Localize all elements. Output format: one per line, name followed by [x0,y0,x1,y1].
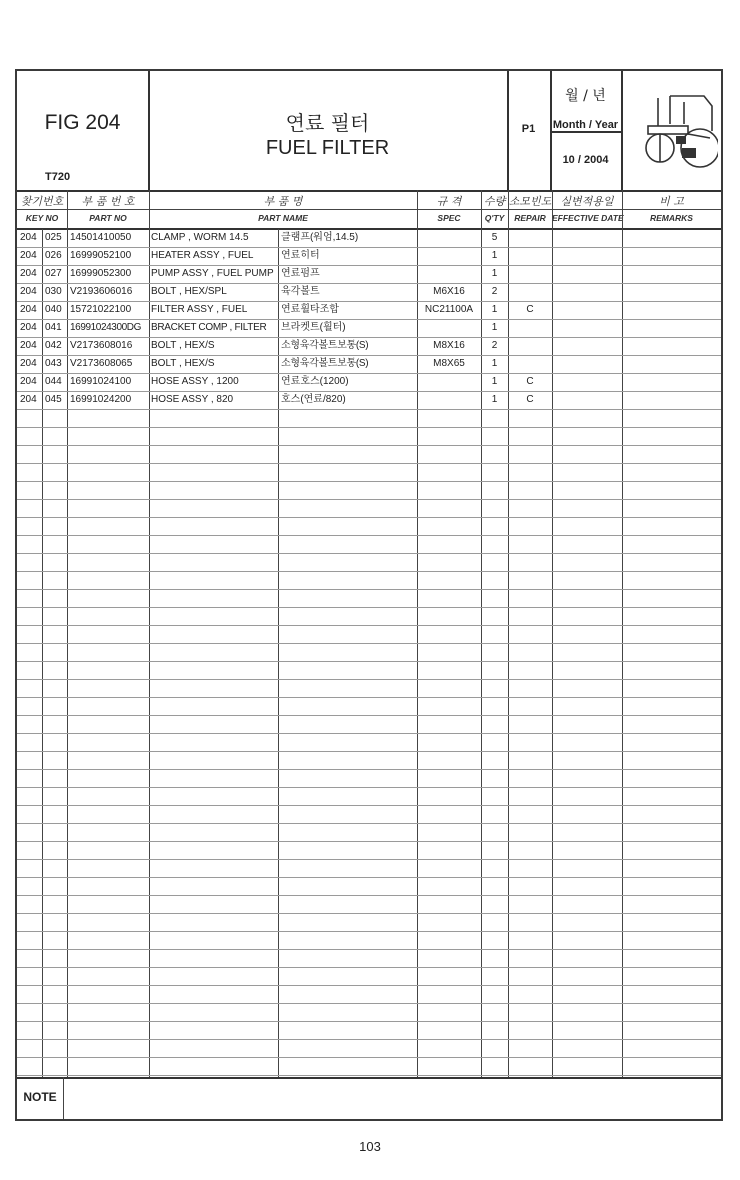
col-repair-eng: REPAIR [514,213,546,223]
row-name-kr: 호스(연료/820) [281,394,346,405]
row-rule [17,1021,721,1022]
row-name-en: HEATER ASSY , FUEL [151,250,254,261]
row-key2: 044 [45,376,62,387]
row-part-no: V2193606016 [70,286,133,297]
col-spec-kor: 규 격 [436,195,462,208]
month-year-label: Month / Year [552,119,619,131]
note-divider [63,1077,64,1119]
row-key1: 204 [20,286,37,297]
row-name-en: CLAMP , WORM 14.5 [151,232,249,243]
row-rule [17,985,721,986]
row-name-kr: 연료휠타조합 [281,304,339,315]
row-key2: 040 [45,304,62,315]
row-rule [17,895,721,896]
row-spec: M8X65 [433,358,465,369]
row-key1: 204 [20,268,37,279]
column-divider [552,190,553,1077]
row-part-no: 15721022100 [70,304,132,315]
title-english: FUEL FILTER [265,137,390,159]
row-repair: C [526,394,534,405]
header-divider [550,131,621,133]
col-effdate-kor: 실변적용일 [560,195,614,208]
row-key2: 041 [45,322,62,333]
col-partname-eng: PART NAME [258,213,308,223]
row-key1: 204 [20,322,37,333]
row-rule [17,463,721,464]
row-key1: 204 [20,358,37,369]
row-name-en: FILTER ASSY , FUEL [151,304,248,315]
row-qty: 1 [491,358,498,369]
row-name-en: BOLT , HEX/S [151,340,215,351]
row-name-en: BOLT , HEX/SPL [151,286,227,297]
row-rule [17,1057,721,1058]
row-name-kr: 소형육각볼트보통(S) [281,358,369,369]
row-part-no: 14501410050 [70,232,132,243]
row-rule [17,499,721,500]
fig-number: FIG 204 [44,111,121,134]
row-repair: C [526,376,534,387]
column-header-line [17,209,721,210]
row-key2: 045 [45,394,62,405]
row-rule [17,949,721,950]
row-key1: 204 [20,394,37,405]
row-key2: 043 [45,358,62,369]
parts-sheet [15,69,723,1121]
row-name-en: BOLT , HEX/S [151,358,215,369]
row-rule [17,877,721,878]
column-divider [622,190,623,1077]
col-partname-kor: 부 품 명 [263,195,303,208]
row-name-kr: 연료호스(1200) [281,376,349,387]
row-repair: C [526,304,534,315]
row-rule [17,481,721,482]
row-rule [17,427,721,428]
row-rule [17,805,721,806]
row-qty: 1 [491,268,498,279]
col-key-kor: 찾기번호 [20,195,64,208]
row-rule [17,607,721,608]
row-rule [17,409,721,410]
row-spec: M6X16 [433,286,465,297]
row-key2: 026 [45,250,62,261]
row-rule [17,931,721,932]
header-bottom-line [17,190,721,192]
row-qty: 1 [491,250,498,261]
row-qty: 2 [491,286,498,297]
row-key2: 027 [45,268,62,279]
title-korean: 연료 필터 [285,111,370,135]
row-key2: 042 [45,340,62,351]
column-divider [67,190,68,1077]
col-effdate-eng: EFFECTIVE DATE [552,213,624,223]
row-name-kr: 브라켓트(휠터) [281,322,346,333]
row-qty: 1 [491,304,498,315]
row-name-en: HOSE ASSY , 820 [151,394,234,405]
row-part-no: 16999052300 [70,268,132,279]
col-remarks-eng: REMARKS [650,213,693,223]
row-rule [17,967,721,968]
row-name-kr: 연료펌프 [281,268,320,279]
model-code: T720 [45,171,71,183]
row-qty: 2 [491,340,498,351]
row-name-kr: 연료히터 [281,250,320,261]
row-part-no: 16999052100 [70,250,132,261]
row-key1: 204 [20,304,37,315]
row-qty: 1 [491,376,498,387]
row-rule [17,1003,721,1004]
row-key1: 204 [20,232,37,243]
col-partno-kor: 부 품 번 호 [81,195,135,208]
row-rule [17,859,721,860]
row-name-en: HOSE ASSY , 1200 [151,376,239,387]
row-rule [17,1039,721,1040]
row-rule [17,913,721,914]
tractor-icon [640,76,718,187]
row-rule [17,1075,721,1076]
row-part-no: V2173608016 [70,340,133,351]
col-repair-kor: 소모빈도 [508,195,552,208]
row-rule [17,769,721,770]
page-ref: P1 [521,123,536,135]
col-spec-eng: SPEC [437,213,461,223]
note-top-line [17,1077,721,1079]
col-key-eng: KEY NO [25,213,59,223]
row-part-no: V2173608065 [70,358,133,369]
row-qty: 5 [491,232,498,243]
row-part-no: 16991024300DG [70,322,141,333]
row-key2: 025 [45,232,62,243]
row-name-en: BRACKET COMP , FILTER [151,322,267,333]
row-rule [17,625,721,626]
row-rule [17,751,721,752]
row-rule [17,823,721,824]
row-rule [17,697,721,698]
month-year-korean: 월 / 년 [565,88,606,104]
col-remarks-kor: 비 고 [659,195,684,208]
note-label: NOTE [23,1090,57,1104]
row-name-en: PUMP ASSY , FUEL PUMP [151,268,274,279]
row-rule [17,553,721,554]
row-key2: 030 [45,286,62,297]
row-qty: 1 [491,394,498,405]
row-rule [17,535,721,536]
row-qty: 1 [491,322,498,333]
row-key1: 204 [20,250,37,261]
row-rule [17,679,721,680]
row-rule [17,661,721,662]
column-divider [417,190,418,1077]
row-rule [17,787,721,788]
row-rule [17,589,721,590]
row-rule [17,643,721,644]
row-spec: M8X16 [433,340,465,351]
row-rule [17,841,721,842]
row-key1: 204 [20,340,37,351]
col-qty-kor: 수량 [483,195,506,208]
column-divider [149,190,150,1077]
issue-date: 10 / 2004 [562,154,609,166]
column-divider [508,190,509,1077]
row-spec: NC21100A [424,304,474,315]
row-key1: 204 [20,376,37,387]
row-name-kr: 육각볼트 [281,286,320,297]
col-qty-eng: Q'TY [484,213,505,223]
row-name-kr: 소형육각볼트보통(S) [281,340,369,351]
col-partno-eng: PART NO [89,213,127,223]
row-rule [17,445,721,446]
row-part-no: 16991024100 [70,376,132,387]
page-number: 103 [359,1139,381,1154]
row-part-no: 16991024200 [70,394,132,405]
row-rule [17,517,721,518]
row-rule [17,733,721,734]
row-rule [17,571,721,572]
row-name-kr: 클램프(워엄,14.5) [281,232,359,243]
row-rule [17,715,721,716]
header-divider [621,71,623,190]
